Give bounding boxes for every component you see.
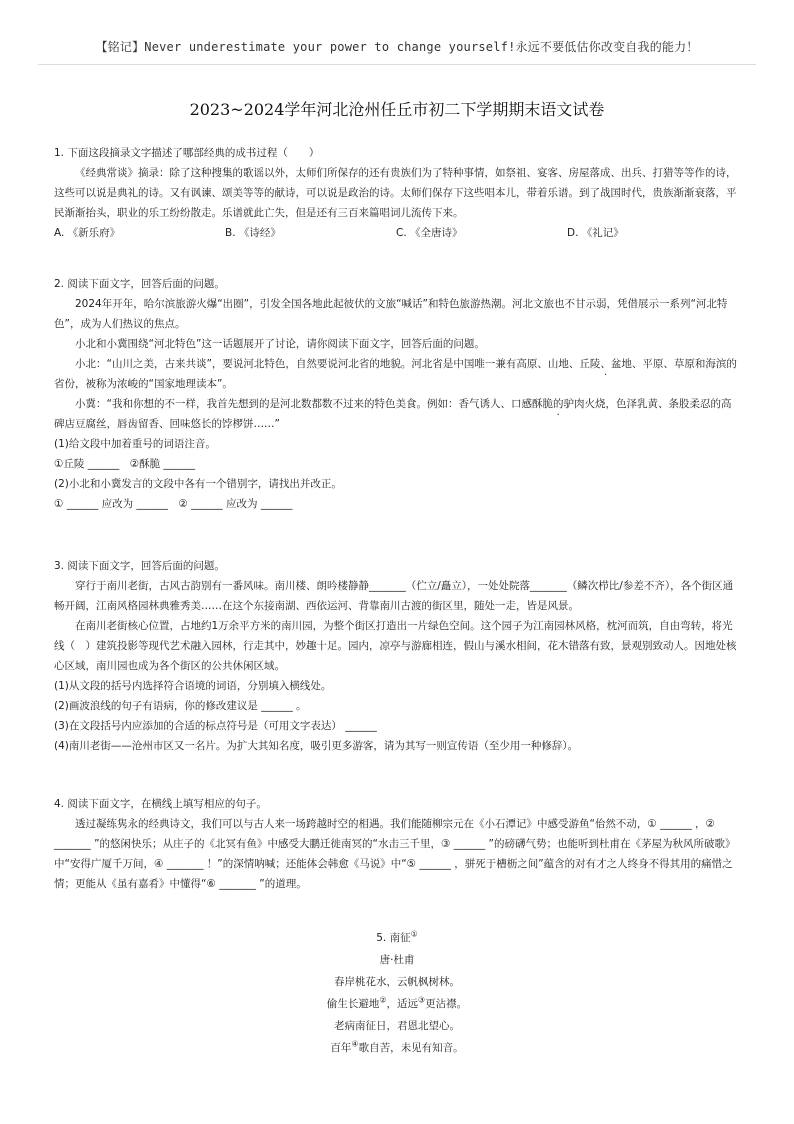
poem-line-2-c: 更沾襟。 bbox=[425, 998, 468, 1010]
q2-p4-pre: 小冀：“我和你想的不一样，我首先想到的是河北数都数不过来的特色美食。例如：香气诱人、口感酥 bbox=[75, 398, 543, 410]
poem-author: 唐·杜甫 bbox=[379, 954, 415, 966]
emphasis-char-ling: 陵 bbox=[589, 358, 601, 370]
q2-paragraph-4 bbox=[54, 394, 738, 434]
q2-paragraph-1: 2024年开年，哈尔滨旅游火爆“出圈”，引发全国各地此起彼伏的文旅“喊话”和特色旅游热潮。河北文旅也不甘示弱，凭借展示一系列“河北特色”，成为人们热议的焦点。 bbox=[54, 298, 728, 330]
question-5-poem bbox=[0, 927, 794, 1059]
q3-sub-3[interactable]: (3)在文段括号内应添加的合适的标点符号是（可用文字表达） ______ bbox=[54, 720, 377, 732]
q1-options bbox=[54, 223, 738, 243]
poem-note-2: ② bbox=[379, 995, 387, 1005]
q1-option-d[interactable]: D. 《礼记》 bbox=[567, 227, 624, 239]
q3-sub-4: (4)南川老街——沧州市区又一名片。为扩大其知名度，吸引更多游客，请为其写一则宣传语（至少用一种修辞）。 bbox=[54, 740, 579, 752]
q4-passage[interactable]: 透过凝练隽永的经典诗文，我们可以与古人来一场跨越时空的相遇。我们能随柳宗元在《小石潭记》中感受游鱼“佁然不动，① ______ ，② _______ ”的悠闲快乐；从庄子的《北冥有鱼》中感受大鹏迁徙南冥的“水击三千里，③ ______ ”的磅礴气势；也能听到杜甫在《茅屋为秋风所破歌》中“安得广厦千万间，④ _______ ！”的深情呐喊；还能体会韩愈《马说》中“⑤ ______ ，骈死于槽枥之间”蕴含的对有才之人终身不得其用的痛惜之情；更能从《虽有嘉肴》中懂得“⑥ _______ ”的道理。 bbox=[54, 818, 736, 890]
q2-sub-1-blanks[interactable]: ①丘陵 ______ ②酥脆 ______ bbox=[54, 458, 196, 470]
q2-stem: 2. 阅读下面文字，回答后面的问题。 bbox=[54, 278, 225, 290]
q4-stem: 4. 阅读下面文字，在横线上填写相应的句子。 bbox=[54, 798, 267, 810]
poem-line-2-a: 偷生长避地 bbox=[326, 998, 380, 1010]
poem-title-text: 5. 南征 bbox=[376, 932, 411, 944]
q2-sub-2-blanks[interactable]: ① ______ 应改为 ______ ② ______ 应改为 ______ bbox=[54, 498, 293, 510]
question-3 bbox=[54, 556, 738, 756]
q1-option-a[interactable]: A. 《新乐府》 bbox=[54, 227, 121, 239]
q2-p3-post: 、盆地、平原、草原和海滨的省份，被称为浓峻的“国家地理读本”。 bbox=[54, 358, 737, 390]
q1-passage: 《经典常谈》摘录：除了这种搜集的歌谣以外，太师们所保存的还有贵族们为了特种事情，如祭祖、宴客、房屋落成、出兵、打猎等等作的诗，这些可以说是典礼的诗。又有讽谏、颂美等等的献诗，可以说是政治的诗。太师们保存下这些唱本儿，带着乐谱。到了战国时代，贵族渐渐衰落，平民渐渐抬头，职业的乐工纷纷散走。乐谱就此亡失，但是还有三百来篇唱词儿流传下来。 bbox=[54, 167, 737, 219]
q2-sub-1: (1)给文段中加着重号的词语注音。 bbox=[54, 438, 216, 450]
poem-line-4 bbox=[0, 1037, 794, 1059]
poem-note-3: ③ bbox=[418, 995, 426, 1005]
q2-sub-2: (2)小北和小冀发言的文段中各有一个错别字，请找出并改正。 bbox=[54, 478, 342, 490]
q2-paragraph-3 bbox=[54, 354, 738, 394]
q3-sub-1: (1)从文段的括号内选择符合语境的词语，分别填入横线处。 bbox=[54, 680, 332, 692]
q2-paragraph-2: 小北和小冀围绕“河北特色”这一话题展开了讨论，请你阅读下面文字，回答后面的问题。 bbox=[75, 338, 485, 350]
poem-note-4: ④ bbox=[351, 1039, 359, 1049]
q1-option-b[interactable]: B. 《诗经》 bbox=[225, 227, 281, 239]
q3-paragraph-1: 穿行于南川老街，古风古韵别有一番风味。南川楼、朗吟楼静静_______（伫立/矗立），一处处院落_______（鳞次栉比/参差不齐），各个街区通畅开阔，江南风格园林典雅秀美……在这个东接南湖、西依运河、背靠南川古渡的街区里，随处一走，皆是风景。 bbox=[54, 580, 734, 612]
motto-banner: 【铭记】Never underestimate your power to change yourself!永远不要低估你改变自我的能力！ bbox=[95, 40, 699, 54]
poem-line-3: 老病南征日，君恩北望心。 bbox=[334, 1020, 460, 1032]
poem-line-2-b: ，适远 bbox=[386, 998, 418, 1010]
emphasis-char-cui: 脆 bbox=[542, 398, 553, 410]
poem-line-2 bbox=[0, 993, 794, 1015]
poem-title bbox=[0, 927, 794, 949]
page-title: 2023~2024学年河北沧州任丘市初二下学期期末语文试卷 bbox=[189, 100, 605, 119]
poem-line-1: 春岸桃花水，云帆枫树林。 bbox=[334, 976, 460, 988]
q3-sub-2[interactable]: (2)画波浪线的句子有语病，你的修改建议是 ______ 。 bbox=[54, 700, 307, 712]
poem-line-4-a: 百年 bbox=[330, 1042, 352, 1054]
poem-title-note: ① bbox=[410, 929, 418, 939]
q2-p3-pre: 小北：“山川之美，古来共谈”，要说河北特色，自然要说河北省的地貌。河北省是中国唯一兼有高原、山地、丘 bbox=[75, 358, 590, 370]
question-1 bbox=[54, 143, 738, 243]
question-4 bbox=[54, 794, 738, 894]
header-divider bbox=[38, 64, 756, 65]
q3-stem: 3. 阅读下面文字，回答后面的问题。 bbox=[54, 560, 225, 572]
q1-option-c[interactable]: C. 《全唐诗》 bbox=[396, 227, 463, 239]
q1-stem: 1. 下面这段摘录文字描述了哪部经典的成书过程（ ） bbox=[54, 147, 320, 159]
question-2 bbox=[54, 274, 738, 514]
poem-line-4-b: 歌自苦，未见有知音。 bbox=[358, 1042, 464, 1054]
q2-p4-post: 的驴肉火烧，色泽乳黄、条股柔忍的高碑店豆腐丝，唇齿留香、回味悠长的饽椤饼……” bbox=[54, 398, 732, 430]
q3-paragraph-2: 在南川老街核心位置，占地约1万余平方米的南川园，为整个街区打造出一片绿色空间。这个园子为江南园林风格，枕河而筑，自由弯转，将光线（ ）建筑投影等现代艺术融入园林，行走其中，妙趣十足。园内，凉亭与游廊相连，假山与溪水相间，花木错落有致，景观别致动人。因地处核心区域，南川园也成为各个街区的公共休闲区域。 bbox=[54, 620, 737, 672]
